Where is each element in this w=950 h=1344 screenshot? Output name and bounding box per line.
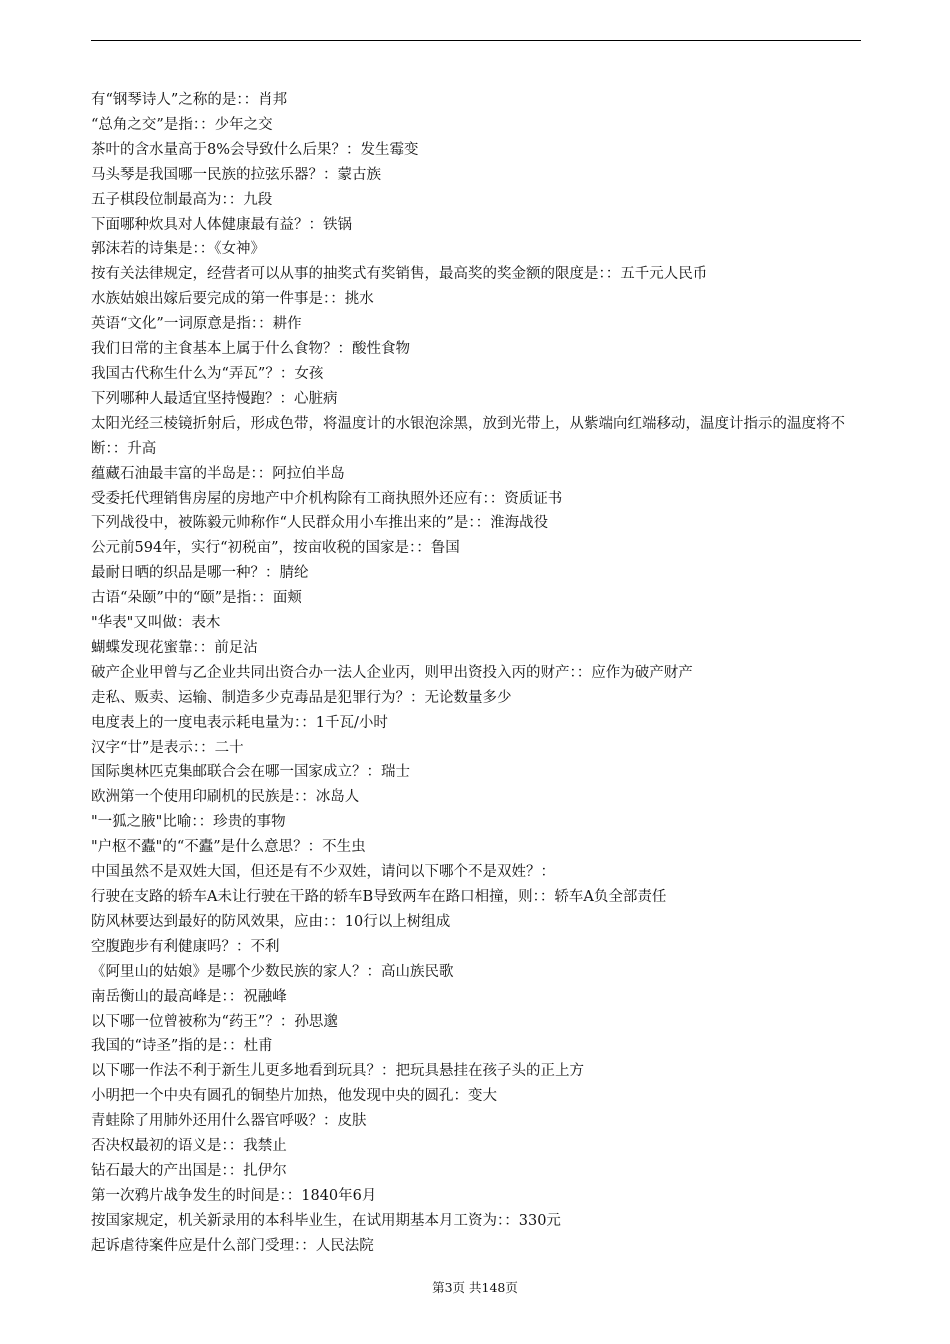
qa-line: "华表"又叫做：表木 bbox=[91, 615, 221, 632]
qa-line: 我国的“诗圣”指的是：：杜甫 bbox=[91, 1038, 273, 1055]
qa-line: 中国虽然不是双姓大国，但还是有不少双姓，请问以下哪个不是双姓？： bbox=[91, 864, 555, 881]
qa-line: 受委托代理销售房屋的房地产中介机构除有工商执照外还应有：：资质证书 bbox=[91, 490, 563, 507]
qa-line: 第一次鸦片战争发生的时间是：：1840年6月 bbox=[91, 1187, 377, 1204]
qa-line: 国际奥林匹克集邮联合会在哪一国家成立？：瑞士 bbox=[91, 764, 410, 781]
qa-line: 起诉虐待案件应是什么部门受理：：人民法院 bbox=[91, 1237, 374, 1254]
header-rule bbox=[91, 40, 861, 41]
qa-line: 茶叶的含水量高于8%会导致什么后果？：发生霉变 bbox=[91, 141, 419, 158]
qa-line: 最耐日晒的织品是哪一种？：腈纶 bbox=[91, 565, 309, 582]
qa-line: 我们日常的主食基本上属于什么食物？：酸性食物 bbox=[91, 341, 410, 358]
qa-line: 下面哪种炊具对人体健康最有益？：铁锅 bbox=[91, 216, 352, 233]
qa-line: 欧洲第一个使用印刷机的民族是：：冰岛人 bbox=[91, 789, 360, 806]
qa-line: 钻石最大的产出国是：：扎伊尔 bbox=[91, 1162, 287, 1179]
qa-line: 空腹跑步有利健康吗？：不利 bbox=[91, 938, 280, 955]
qa-line: 破产企业甲曾与乙企业共同出资合办一法人企业丙，则甲出资投入丙的财产：：应作为破产财产 bbox=[91, 664, 693, 681]
qa-list bbox=[91, 88, 863, 1259]
qa-line: 南岳衡山的最高峰是：：祝融峰 bbox=[91, 988, 287, 1005]
qa-line: 否决权最初的语义是：：我禁止 bbox=[91, 1138, 287, 1155]
qa-line: 我国古代称生什么为“弄瓦”？：女孩 bbox=[91, 365, 324, 382]
qa-line: 电度表上的一度电表示耗电量为：：1千瓦/小时 bbox=[91, 714, 388, 731]
qa-line: 行驶在支路的轿车A未让行驶在干路的轿车B导致两车在路口相撞，则：：轿车A负全部责任 bbox=[91, 889, 667, 905]
qa-line: 以下哪一作法不利于新生儿更多地看到玩具？：把玩具悬挂在孩子头的正上方 bbox=[91, 1063, 584, 1080]
qa-line: 下列哪种人最适宜坚持慢跑？：心脏病 bbox=[91, 390, 338, 407]
qa-line: 走私、贩卖、运输、制造多少克毒品是犯罪行为？：无论数量多少 bbox=[91, 689, 512, 706]
qa-line: 水族姑娘出嫁后要完成的第一件事是：：挑水 bbox=[91, 291, 374, 308]
qa-line: 以下哪一位曾被称为“药王”？：孙思邈 bbox=[91, 1013, 338, 1030]
qa-line: 有“钢琴诗人”之称的是：：肖邦 bbox=[91, 92, 288, 108]
qa-line: 英语“文化”一词原意是指：：耕作 bbox=[91, 316, 302, 333]
qa-line: “总角之交”是指：：少年之交 bbox=[91, 116, 273, 133]
qa-line: 按国家规定，机关新录用的本科毕业生，在试用期基本月工资为：：330元 bbox=[91, 1212, 561, 1229]
qa-line: 蕴藏石油最丰富的半岛是：：阿拉伯半岛 bbox=[91, 465, 345, 482]
qa-line: 青蛙除了用肺外还用什么器官呼吸？：皮肤 bbox=[91, 1113, 367, 1130]
qa-line: "户枢不蠹"的“不蠹”是什么意思？：不生虫 bbox=[91, 839, 366, 856]
qa-line: 太阳光经三棱镜折射后，形成色带，将温度计的水银泡涂黑，放到光带上，从紫端向红端移动，温度计指示的温度将不断：：升高 bbox=[91, 415, 845, 457]
page-number-footer: 第3页 共148页 bbox=[432, 1280, 518, 1295]
qa-line: 防风林要达到最好的防风效果，应由：：10行以上树组成 bbox=[91, 913, 451, 930]
qa-line: 古语“朵颐”中的“颐”是指：：面颊 bbox=[91, 590, 302, 607]
qa-line: 下列战役中，被陈毅元帅称作“人民群众用小车推出来的”是：：淮海战役 bbox=[91, 515, 549, 532]
qa-line: 小明把一个中央有圆孔的铜垫片加热，他发现中央的圆孔：变大 bbox=[91, 1088, 497, 1105]
qa-line: 蝴蝶发现花蜜靠：：前足沾 bbox=[91, 639, 258, 656]
qa-line: 马头琴是我国哪一民族的拉弦乐器？：蒙古族 bbox=[91, 166, 381, 183]
qa-line: 按有关法律规定，经营者可以从事的抽奖式有奖销售，最高奖的奖金额的限度是：：五千元人民币 bbox=[91, 266, 708, 283]
qa-line: 汉字“廿”是表示：：二十 bbox=[91, 739, 244, 756]
qa-line: "一狐之腋"比喻：：珍贵的事物 bbox=[91, 814, 286, 831]
qa-line: 公元前594年，实行“初税亩”，按亩收税的国家是：：鲁国 bbox=[91, 540, 460, 557]
qa-line: 《阿里山的姑娘》是哪个少数民族的家人？：高山族民歌 bbox=[91, 963, 454, 980]
qa-line: 郭沫若的诗集是：：《女神》 bbox=[91, 241, 265, 258]
qa-line: 五子棋段位制最高为：：九段 bbox=[91, 191, 273, 208]
